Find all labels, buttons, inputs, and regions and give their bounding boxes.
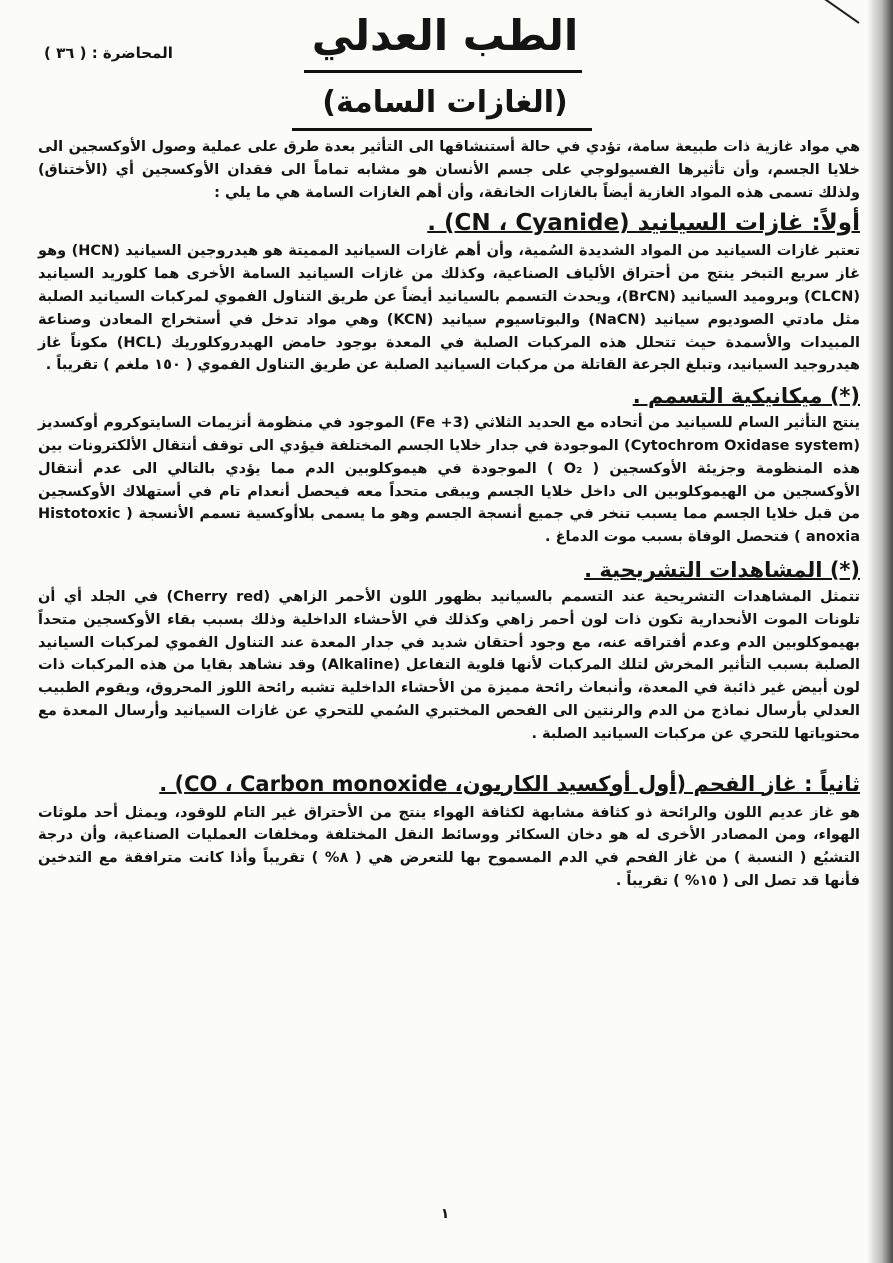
intro-paragraph: هي مواد غازية ذات طبيعة سامة، تؤدي في حالة أستنشاقها الى التأثير بعدة طرق على عملية وصول الأوكسجين الى خلايا الجسم، وأن تأثيرها الفسيولوجي على جسم الأنسان هو مشابه تماماً الى فقدان الأوكسجين أي (الأختناق) ولذلك تسمى هذه المواد الغازية أيضاً بالغازات الخانقة، وأن أهم الغازات السامة هي ما يلي : [38, 139, 860, 201]
mechanism-paragraph: ينتج التأثير السام للسيانيد من أتحاده مع الحديد الثلاثي (Fe +3) الموجود في منظومة أنزيمات السايتوكروم أوكسديز (Cytochrom Oxidase system) الموجودة في جدار خلايا الجسم المختلفة فيؤدي الى توقف أنتقال الألكترونات بين هذه المنظومة وجزيئة الأوكسجين ( O₂ ) الموجودة في هيموكلوبين الدم مما يؤدي بالتالي الى عدم أنتقال الأوكسجين من الهيموكلوبين الى داخل خلايا الجسم ويبقى متحداً معه فيحصل أنعدام تام في أستهلاك الأوكسجين من قبل خلايا الجسم مما يسبب تنخر في جميع أنسجة الجسم وهو ما يسمى بلاأوكسية تسمم الأنسجة ( Histotoxic anoxia ) فتحصل الوفاة بسبب موت الدماغ . [38, 415, 861, 546]
page-subtitle: (الغازات السامة) [322, 85, 568, 120]
title-underline [304, 70, 582, 73]
lecture-number: المحاضرة : ( ٣٦ ) [44, 44, 173, 62]
autopsy-paragraph: تتمثل المشاهدات التشريحية عند التسمم بالسيانيد بظهور اللون الأحمر الزاهي (Cherry red) في الجلد أي أن تلونات الموت الأنحدارية تكون ذات لون أحمر زاهي وكذلك في الأحشاء الداخلية وذلك بسبب بقاء الأوكسجين متحداً بهيموكلوبين الدم وعدم أفتراقه عنه، مع وجود أحتقان شديد في جدار المعدة عند التناول الفموي لمركبات السيانيد الصلبة بسبب التأثير المخرش لتلك المركبات لأنها قلوية التفاعل (Alkaline) وقد نشاهد بقايا من هذه المركبات ذات لون أبيض غير ذائبة في المعدة، وأنبعاث رائحة مميزة من الأحشاء الداخلية تشبه رائحة اللوز المحروق، ويقوم الطبيب العدلي بأرسال نماذج من الدم والرنتين الى الفحص المختبري السُمي للتحري عن غازات السيانيد وأرسال المعدة مع محتوياتها للتحري عن مركبات السيانيد الصلبة . [38, 588, 860, 742]
section-heading-mechanism [38, 380, 860, 412]
carbon-monoxide-paragraph: هو غاز عديم اللون والرائحة ذو كثافة مشابهة لكثافة الهواء ينتج من الأحتراق غير التام للوقود، ويمثل أحد ملوثات الهواء، ومن المصادر الأخرى له هو دخان السكائر ووسائط النقل المختلفة ومخلفات العمليات الصناعية، وأن درجة التشبُع ( النسبة ) من غاز الفحم في الدم المسموح بها للتعرض هي ( ٨% ) تقريباً وأذا كانت مترافقة مع التدخين فأنها قد تصل الى ( ١٥% ) تقريباً . [38, 804, 861, 889]
section-heading-mechanism-text: (*) ميكانيكية التسمم . [632, 384, 860, 409]
section-heading-autopsy [38, 554, 860, 586]
section-heading-autopsy-text: (*) المشاهدات التشريحية . [584, 557, 860, 582]
section-heading-cyanide-text: أولاً: غازات السيانيد (CN ، Cyanide) . [427, 210, 860, 237]
subtitle-underline [292, 128, 592, 131]
page-title: الطب العدلي [311, 11, 579, 60]
document-body [38, 136, 860, 893]
corner-pen-mark [801, 0, 859, 24]
page-number: ١ [440, 1206, 450, 1222]
section-heading-carbon-monoxide [38, 766, 860, 802]
section-heading-cyanide [38, 206, 860, 240]
section-heading-carbon-monoxide-text: ثانياً : غاز الفحم (أول أوكسيد الكاربون، CO ، Carbon monoxide) . [159, 771, 860, 796]
page-edge-shadow [867, 0, 893, 1263]
cyanide-paragraph: تعتبر غازات السيانيد من المواد الشديدة السُمية، وأن أهم غازات السيانيد المميتة هو هيدروجين السيانيد (HCN) وهو غاز سريع التبخر ينتج من أحتراق الألياف الصناعية، وكذلك من غازات السيانيد السامة الأخرى هما كلوريد السيانيد (CLCN) وبروميد السيانيد (BrCN)، ويحدث التسمم بالسيانيد أيضاً عن طريق التناول الفموي لمركبات السيانيد الصلبة مثل مادتي الصوديوم سيانيد (NaCN) والبوتاسيوم سيانيد (KCN) وهي مواد تدخل في أستخراج المعادن وصناعة المبيدات والأسمدة حيث تتحلل هذه المركبات الصلبة في المعدة بوجود حامض الهيدروكلوريك (HCL) مكوناً غاز هيدروجيد السيانيد، وتبلغ الجرعة القاتلة من مركبات السيانيد الصلبة عن طريق التناول الفموي ( ١٥٠ ملغم ) تقريباً . [38, 243, 861, 374]
